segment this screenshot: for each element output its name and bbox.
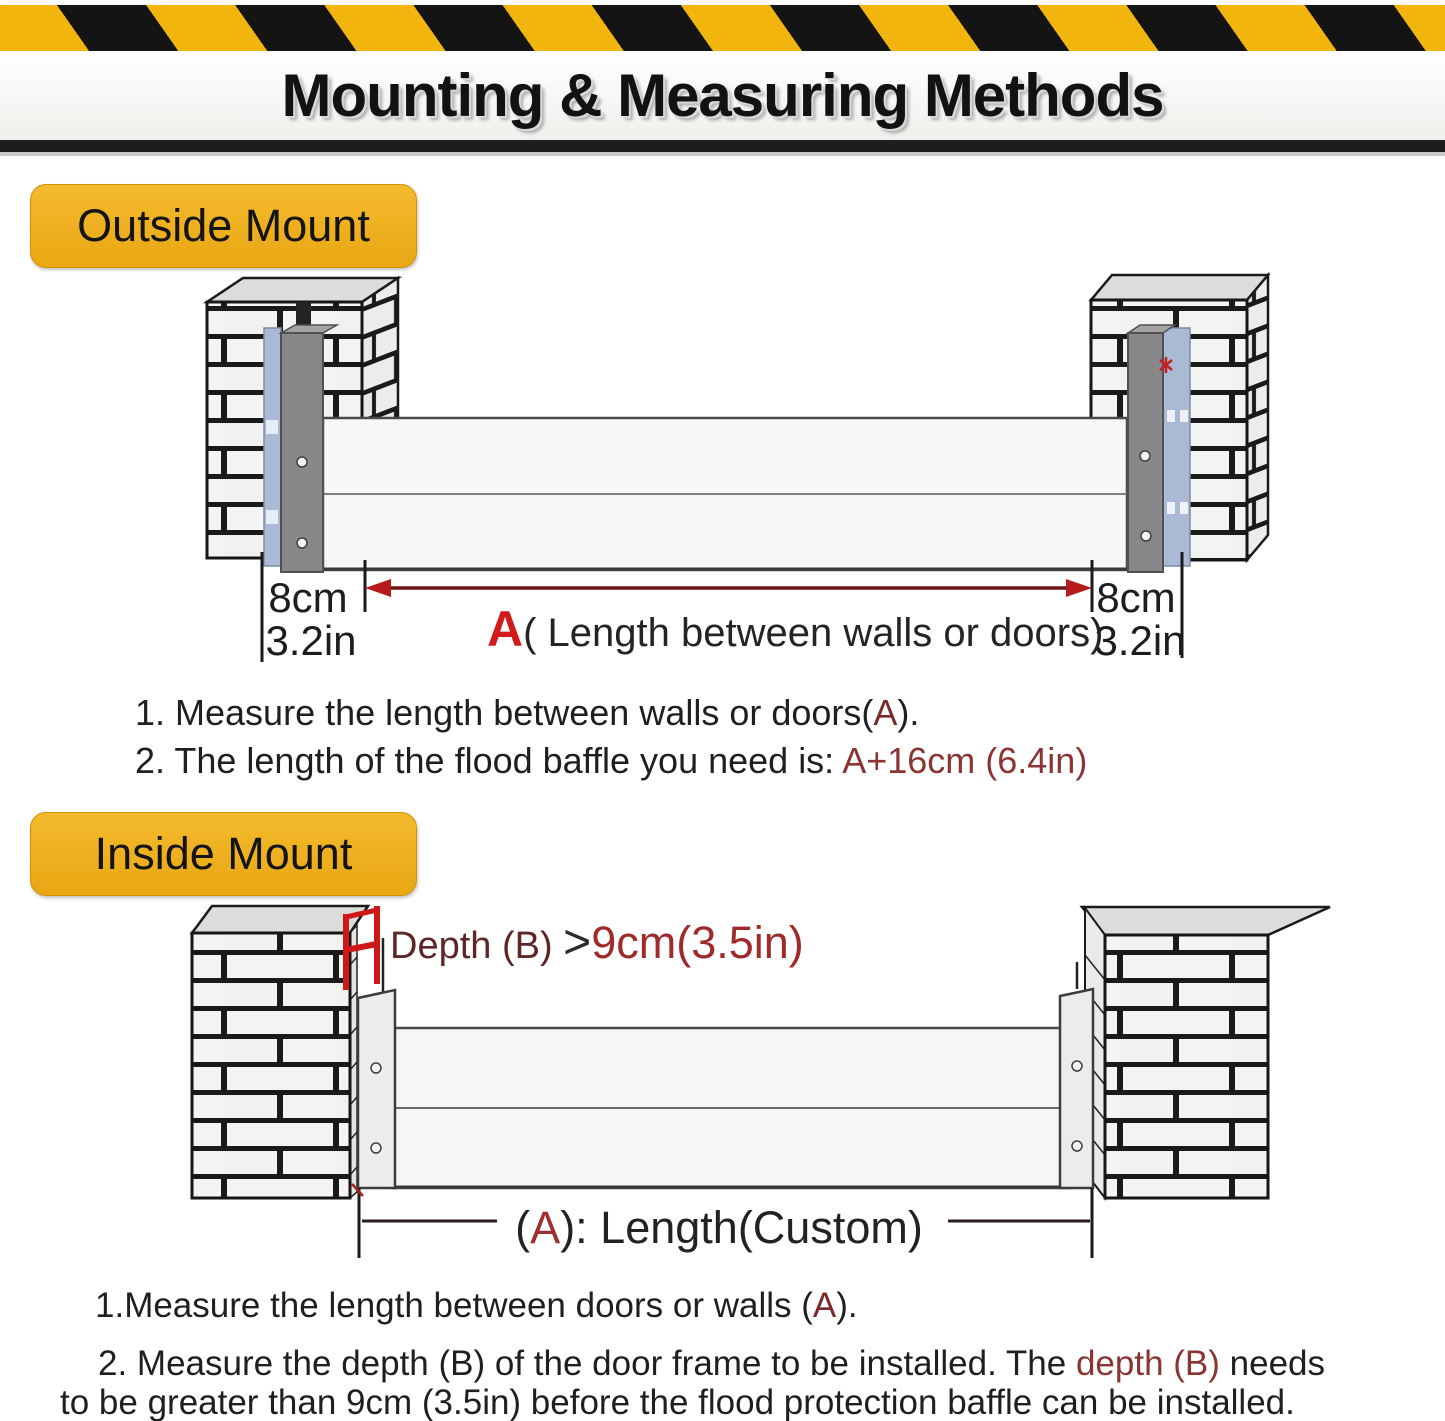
inside-mount-diagram: [0, 895, 1445, 1265]
left-offset-cm: 8cm: [268, 574, 348, 621]
span-letter-A: A: [487, 601, 524, 657]
length-rest: ): Length(Custom): [560, 1202, 923, 1253]
left-seal-strip: [264, 328, 281, 566]
depth-label-text: Depth (B): [390, 925, 564, 967]
inside-step1-text: 1.Measure the length between doors or walls (: [95, 1286, 813, 1325]
span-label: [487, 601, 1103, 657]
screw: [1140, 451, 1150, 461]
section-label-outside-mount: [30, 184, 417, 268]
inside-step2-text: 2. Measure the depth (B) of the door frame to be installed. The: [98, 1344, 1076, 1383]
outside-step2-highlight: A+16cm (6.4in): [842, 740, 1088, 781]
screw: [297, 538, 307, 548]
inside-step1-highlight: A: [812, 1286, 837, 1325]
arrowhead-right: [1066, 579, 1092, 597]
depth-value: 9cm(3.5in): [591, 917, 804, 968]
outside-step1-highlight: A: [873, 692, 898, 733]
inside-step-2-line1: [98, 1344, 1325, 1384]
section-label-inside-mount: [30, 812, 417, 896]
screw: [297, 457, 307, 467]
length-label: [515, 1202, 923, 1253]
outside-step-1: [135, 692, 919, 734]
screw: [371, 1063, 381, 1073]
flood-barrier: [323, 418, 1127, 570]
outside-mount-diagram: [0, 270, 1445, 670]
outside-step1-text: 1. Measure the length between walls or doors(: [135, 692, 874, 733]
span-text: ( Length between walls or doors): [523, 611, 1104, 655]
inside-mount-label: Inside Mount: [94, 828, 353, 879]
left-offset-in: 3.2in: [265, 617, 357, 664]
screw: [1072, 1141, 1082, 1151]
left-bracket: [358, 990, 395, 1188]
screw: [371, 1143, 381, 1153]
outside-mount-label: Outside Mount: [77, 200, 370, 251]
right-offset-in: 3.2in: [1094, 617, 1186, 664]
title-bar: [0, 51, 1445, 140]
inside-step1-suffix: ).: [836, 1286, 858, 1325]
inside-left-wall: [192, 906, 368, 1198]
screw: [1141, 531, 1151, 541]
title-rule-light: [0, 152, 1445, 156]
outside-step-2: [135, 740, 1087, 782]
title-rule: [0, 140, 1445, 152]
inside-step-1: [95, 1286, 858, 1326]
length-letter-A: A: [530, 1202, 561, 1253]
caution-stripe-band: [0, 5, 1445, 51]
inside-step-2-line2: [60, 1383, 1295, 1421]
outside-step2-text: 2. The length of the flood baffle you need is:: [135, 740, 843, 781]
right-offset-cm: 8cm: [1096, 574, 1176, 621]
inside-step2-highlight: depth (B): [1075, 1344, 1220, 1383]
greater-than-sign: >: [563, 916, 592, 969]
inside-dimension: [352, 1184, 1092, 1258]
inside-step2-line2-text: to be greater than 9cm (3.5in) before the flood protection baffle can be installed.: [60, 1383, 1295, 1421]
outside-step1-suffix: ).: [897, 692, 920, 733]
arrowhead-left: [365, 579, 391, 597]
inside-right-wall: [1082, 907, 1330, 1198]
page-title: Mounting & Measuring Methods: [281, 62, 1164, 129]
length-open: (: [515, 1202, 531, 1253]
inside-step2-suffix: needs: [1219, 1344, 1326, 1383]
flood-barrier-inside: [392, 1028, 1070, 1188]
right-bracket: [1060, 989, 1093, 1188]
screw: [1072, 1061, 1082, 1071]
depth-label: [390, 916, 804, 969]
